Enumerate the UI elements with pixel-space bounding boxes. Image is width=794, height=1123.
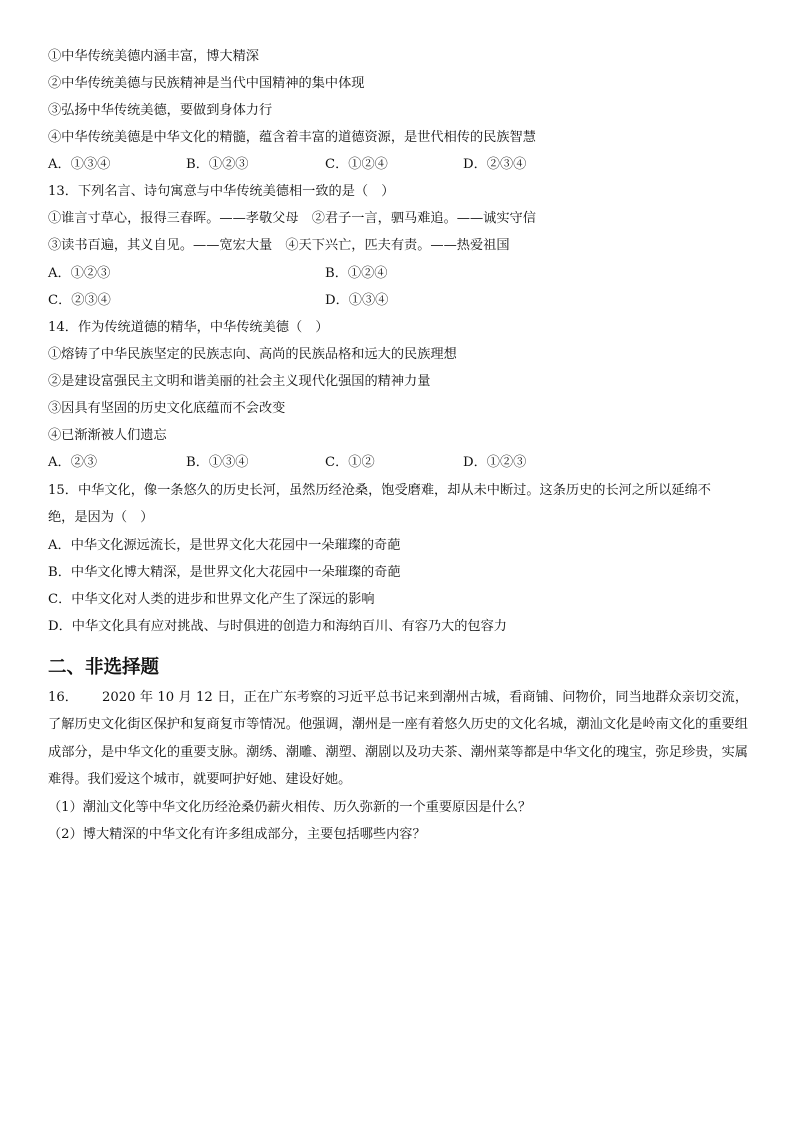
q12-item-1: ①中华传统美德内涵丰富，博大精深: [48, 49, 259, 64]
q12-option-c: C．①②④: [325, 157, 388, 172]
q15-option-a: A．中华文化源远流长，是世界文化大花园中一朵璀璨的奇葩: [48, 538, 401, 553]
q15-stem-line-1: 15．中华文化，像一条悠久的历史长河，虽然历经沧桑，饱受磨难，却从未中断过。这条历史的长河之所以延绵不: [48, 483, 711, 498]
q13-option-a: A．①②③: [48, 266, 111, 281]
q14-stem: 14．作为传统道德的精华，中华传统美德（ ）: [48, 320, 329, 335]
q16-subquestion-2: （2）博大精深的中华文化有许多组成部分，主要包括哪些内容？: [48, 827, 426, 842]
q15-stem-line-2: 绝，是因为（ ）: [48, 510, 154, 525]
q14-item-4: ④已渐渐被人们遗忘: [48, 428, 167, 443]
q12-option-d: D．②③④: [463, 157, 527, 172]
q15-option-b: B．中华文化博大精深，是世界文化大花园中一朵璀璨的奇葩: [48, 565, 401, 580]
q14-option-a: A．②③: [48, 455, 98, 470]
q13-option-d: D．①③④: [325, 293, 389, 308]
q12-item-4: ④中华传统美德是中华文化的精髓，蕴含着丰富的道德资源，是世代相传的民族智慧: [48, 130, 536, 145]
q12-option-a: A．①③④: [48, 157, 111, 172]
q13-item-line-2: ③读书百遍，其义自见。——宽宏大量 ④天下兴亡，匹夫有责。——热爱祖国: [48, 238, 510, 253]
q13-option-c: C．②③④: [48, 293, 111, 308]
q12-option-b: B．①②③: [186, 157, 249, 172]
q13-item-line-1: ①谁言寸草心，报得三春晖。——孝敬父母 ②君子一言，驷马难追。——诚实守信: [48, 211, 536, 226]
q16-subquestion-1: （1）潮汕文化等中华文化历经沧桑仍薪火相传、历久弥新的一个重要原因是什么？: [48, 800, 532, 815]
q14-option-d: D．①②③: [463, 455, 527, 470]
q14-option-c: C．①②: [325, 455, 375, 470]
q16-passage: [48, 684, 748, 793]
q13-option-b: B．①②④: [325, 266, 388, 281]
q15-option-d: D．中华文化具有应对挑战、与时俱进的创造力和海纳百川、有容乃大的包容力: [48, 619, 507, 634]
q12-item-2: ②中华传统美德与民族精神是当代中国精神的集中体现: [48, 76, 365, 91]
q14-item-1: ①熔铸了中华民族坚定的民族志向、高尚的民族品格和远大的民族理想: [48, 347, 457, 362]
q15-option-c: C．中华文化对人类的进步和世界文化产生了深远的影响: [48, 592, 375, 607]
q12-item-3: ③弘扬中华传统美德，要做到身体力行: [48, 103, 273, 118]
q14-option-b: B．①③④: [186, 455, 249, 470]
q16-text: 2020 年 10 月 12 日，正在广东考察的习近平总书记来到潮州古城，看商铺、问物价，同当地群众亲切交流，了解历史文化街区保护和复商复市等情况。他强调，潮州是一座有着悠久历史的文化名城，潮汕文化是岭南文化的重要组成部分，是中华文化的重要支脉。潮绣、潮雕、潮塑、潮剧以及功夫茶、潮州菜等都是中华文化的瑰宝，弥足珍贵，实属难得。我们爱这个城市，就要呵护好她、建设好她。: [48, 690, 748, 787]
q14-item-3: ③因具有坚固的历史文化底蕴而不会改变: [48, 401, 286, 416]
q13-stem: 13．下列名言、诗句寓意与中华传统美德相一致的是（ ）: [48, 184, 395, 199]
q16-number: 16．: [48, 690, 78, 705]
section-title: 二、非选择题: [48, 657, 160, 678]
q14-item-2: ②是建设富强民主文明和谐美丽的社会主义现代化强国的精神力量: [48, 374, 431, 389]
